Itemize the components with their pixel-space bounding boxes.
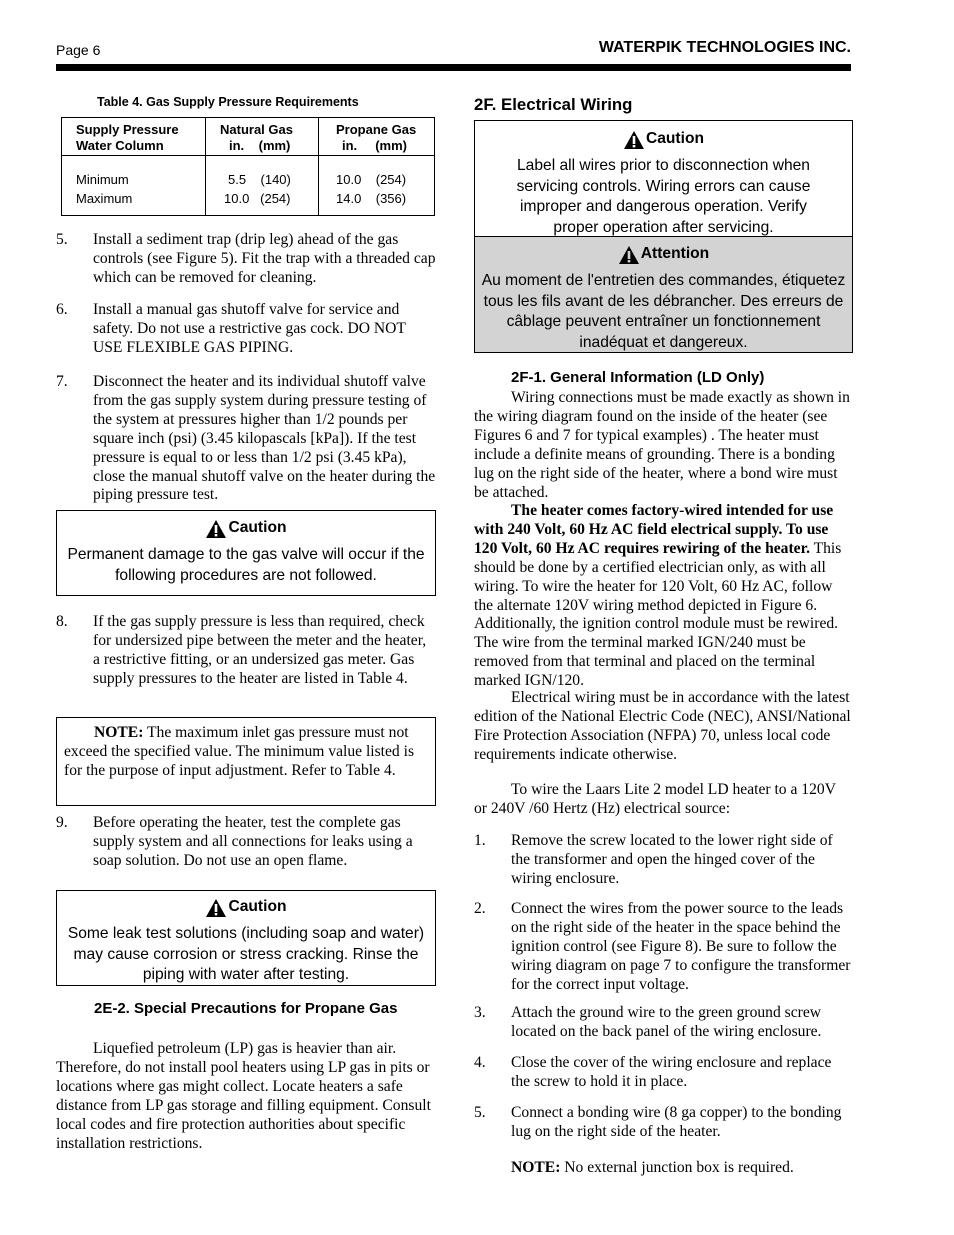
table-header-cell: Propane Gas (336, 122, 417, 137)
list-item (474, 832, 854, 889)
warning-icon (205, 898, 227, 918)
list-item-number: 2. (474, 900, 486, 917)
list-item-number: 3. (474, 1004, 486, 1021)
caution-heading (205, 518, 286, 539)
caution-title: Caution (228, 519, 287, 536)
list-item (474, 900, 854, 995)
table-header-cell: in. (mm) (229, 138, 291, 153)
list-item-text: Connect a bonding wire (8 ga copper) to the bonding lug on the right side of the heater. (511, 1104, 842, 1140)
table-header-cell: Supply Pressure (76, 122, 179, 137)
list-item-number: 4. (474, 1054, 486, 1071)
list-item-number: 7. (56, 373, 68, 390)
list-item (56, 613, 436, 689)
section-heading: 2E-2. Special Precautions for Propane Gas (94, 1000, 398, 1017)
warning-icon (623, 130, 645, 150)
caution-box (56, 890, 436, 986)
paragraph: To wire the Laars Lite 2 model LD heater to a 120V or 240V /60 Hertz (Hz) electrical source: (474, 781, 836, 817)
page-number: Page 6 (56, 42, 101, 58)
list-item-number: 5. (474, 1104, 486, 1121)
table-header-cell: in. (mm) (342, 138, 407, 153)
table-cell: 14.0 (356) (336, 191, 407, 206)
caution-heading (623, 129, 704, 150)
list-item-text: Before operating the heater, test the complete gas supply system and all connections for leaks using a soap solution. Do not use an open flame. (93, 814, 413, 869)
paragraph-bold: The heater comes factory-wired intended for use with 240 Volt, 60 Hz AC field electrical supply. To use 120 Volt, 60 Hz AC requires rewiring of the heater. (474, 502, 834, 557)
note-label: NOTE: (94, 724, 144, 741)
list-item-text: Install a manual gas shutoff valve for service and safety. Do not use a restrictive gas cock. DO NOT USE FLEXIBLE GAS PIPING. (93, 301, 406, 356)
caution-text: Some leak test solutions (including soap and water) may cause corrosion or stress cracking. Rinse the piping with water after testing. (67, 925, 425, 983)
note-text: No external junction box is required. (560, 1159, 794, 1176)
table-cell: 10.0 (254) (336, 172, 407, 187)
table-cell: 10.0 (254) (224, 191, 291, 206)
caution-text: Permanent damage to the gas valve will occur if the following procedures are not followed. (67, 546, 425, 584)
section-heading: 2F. Electrical Wiring (474, 95, 633, 114)
list-item-text: Connect the wires from the power source to the leads on the right side of the heater in the space behind the ignition control (see Figure 8). Be sure to follow the wiring diagram on page 7 to configure the transformer for the correct input voltage. (511, 900, 851, 993)
header-rule (56, 64, 851, 71)
caution-title: Caution (645, 130, 705, 147)
list-item-text: Remove the screw located to the lower right side of the transformer and open the hinged cover of the wiring enclosure. (511, 832, 833, 887)
attention-text: Au moment de l'entretien des commandes, étiquetez tous les fils avant de les débrancher. Des erreurs de câblage peuvent entraîner un fonctionnement inadéquat et dangereux. (481, 272, 846, 351)
caution-title: Caution (228, 898, 287, 915)
list-item (56, 231, 436, 288)
list-item-number: 8. (56, 613, 68, 630)
note-text: The maximum inlet gas pressure must not exceed the specified value. The minimum value listed is for the purpose of input adjustment. Refer to Table 4. (64, 724, 415, 779)
table-header-cell: Natural Gas (220, 122, 293, 137)
note-line (511, 1159, 854, 1178)
list-item (56, 373, 436, 505)
list-item (474, 1104, 854, 1142)
caution-text: Label all wires prior to disconnection when servicing controls. Wiring errors can cause improper and dangerous operation. Verify proper operation after servicing. (516, 157, 811, 236)
subsection-heading: 2F-1. General Information (LD Only) (511, 369, 765, 386)
warning-icon (618, 245, 640, 265)
attention-heading (618, 244, 709, 265)
list-item-text: Install a sediment trap (drip leg) ahead of the gas controls (see Figure 5). Fit the trap with a threaded cap which can be removed for cleaning. (93, 231, 436, 286)
list-item (56, 301, 436, 358)
table-divider (205, 118, 206, 215)
list-item-text: Attach the ground wire to the green ground screw located on the back panel of the wiring enclosure. (511, 1004, 822, 1040)
list-item (474, 1004, 854, 1042)
paragraph: Wiring connections must be made exactly as shown in the wiring diagram found on the inside of the heater (see Figures 6 and 7 for typical examples) . The heater must include a definite means of grounding. There is a bonding lug on the right side of the heater, where a bond wire must be attached. (474, 389, 850, 501)
list-item-text: Disconnect the heater and its individual shutoff valve from the gas supply system during pressure testing of the system at pressures higher than 1/2 pounds per square inch (psi) (3.45 kilopascals [kPa]). If the test pressure is equal to or less than 1/2 psi (3.45 kPa), close the manual shutoff valve on the heater during the piping pressure test. (93, 373, 436, 504)
list-item-text: If the gas supply pressure is less than required, check for undersized pipe between the meter and the heater, a restrictive fitting, or an undersized gas meter. Gas supply pressures to the heater are listed in Table 4. (93, 613, 427, 687)
warning-icon (205, 519, 227, 539)
list-item-number: 6. (56, 301, 68, 318)
table-title: Table 4. Gas Supply Pressure Requirements (97, 95, 359, 109)
caution-heading (205, 897, 286, 918)
paragraph: Liquefied petroleum (LP) gas is heavier than air. Therefore, do not install pool heaters using LP gas in pits or locations where gas might collect. Locate heaters a safe distance from LP gas storage and filling equipment. Consult local codes and fire protection authorities about specific installation restrictions. (56, 1040, 431, 1152)
attention-title: Attention (640, 245, 710, 262)
list-item-number: 5. (56, 231, 68, 248)
list-item (474, 1054, 854, 1092)
caution-box (474, 120, 853, 237)
paragraph (474, 502, 854, 691)
note-label: NOTE: (511, 1159, 561, 1176)
gas-pressure-table (61, 117, 435, 216)
table-divider (62, 155, 434, 156)
caution-box (56, 510, 436, 596)
note-box (56, 717, 436, 806)
paragraph-text: This should be done by a certified electrician only, as with all wiring. To wire the heater for 120 Volt, 60 Hz AC, follow the alternate 120V wiring method depicted in Figure 6. Additionally, the ignition control module must be rewired. The wire from the terminal marked IGN/240 must be removed from that terminal and placed on the terminal marked IGN/120. (474, 539, 842, 690)
table-cell: Minimum (76, 172, 129, 187)
table-cell: Maximum (76, 191, 133, 206)
company-name: WATERPIK TECHNOLOGIES INC. (598, 39, 851, 56)
paragraph: Electrical wiring must be in accordance with the latest edition of the National Electric Code (NEC), ANSI/National Fire Protection Association (NFPA) 70, unless local code requirements indicate otherwise. (474, 689, 851, 763)
table-header-cell: Water Column (76, 138, 164, 153)
list-item (56, 814, 436, 871)
table-divider (318, 118, 319, 215)
list-item-text: Close the cover of the wiring enclosure and replace the screw to hold it in place. (511, 1054, 832, 1090)
table-cell: 5.5 (140) (228, 172, 291, 187)
list-item-number: 9. (56, 814, 68, 831)
list-item-number: 1. (474, 832, 486, 849)
attention-box (474, 236, 853, 353)
